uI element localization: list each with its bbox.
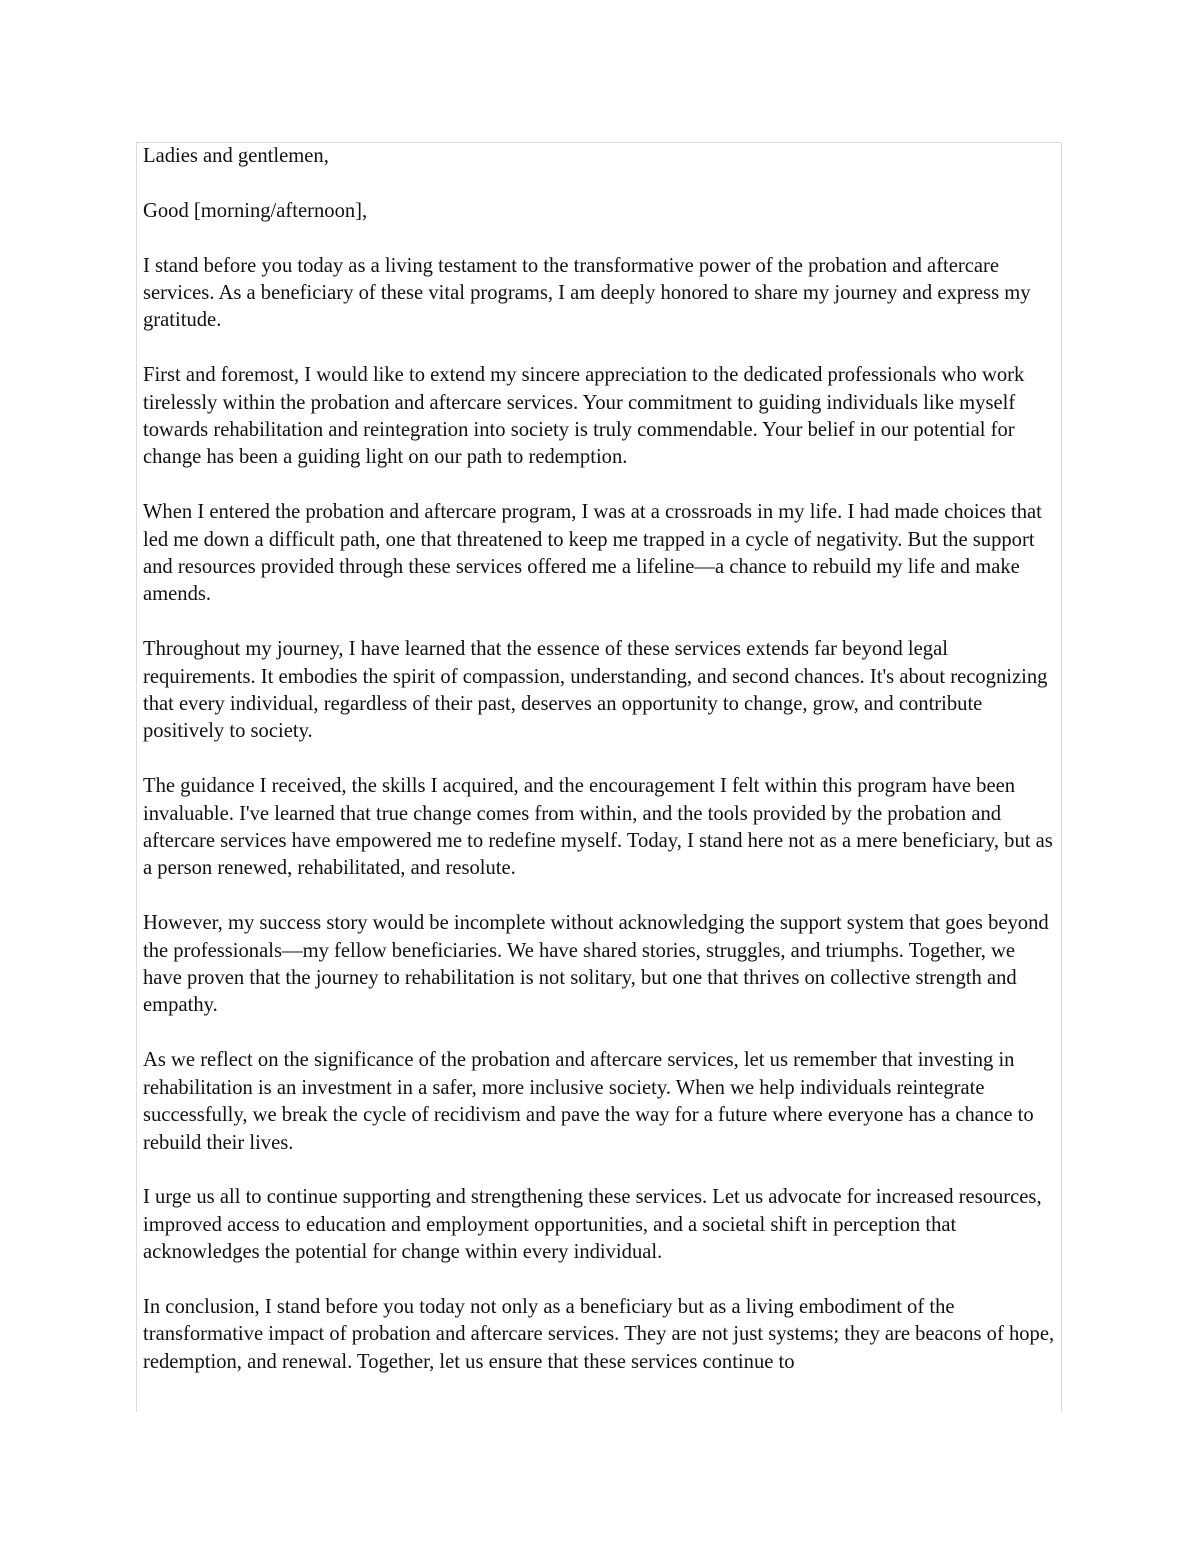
paragraph-conclusion: In conclusion, I stand before you today not only as a beneficiary but as a living embodiment of the transformative impact of probation and aftercare services. They are not just systems; they are beacons of hope, redemption, and renewal. Together, let us ensure that these services continue to [143, 1295, 1055, 1373]
paragraph-crossroads: When I entered the probation and aftercare program, I was at a crossroads in my life. I had made choices that led me down a difficult path, one that threatened to keep me trapped in a cycle of negativity. But the support and resources provided through these services offered me a lifeline—a chance to rebuild my life and make amends. [143, 501, 1042, 606]
paragraph-essence: Throughout my journey, I have learned that the essence of these services extends far beyond legal requirements. It embodies the spirit of compassion, understanding, and second chances. It's about recognizing that every individual, regardless of their past, deserves an opportunity to change, grow, and contribute positively to society. [143, 638, 1048, 743]
paragraph-fellow-beneficiaries: However, my success story would be incomplete without acknowledging the support system that goes beyond the professionals—my fellow beneficiaries. We have shared stories, struggles, and triumphs. Together, we have proven that the journey to rehabilitation is not solitary, but one that thrives on collective strength and empathy. [143, 912, 1049, 1017]
speech-text [143, 143, 1059, 1404]
document-frame [136, 142, 1062, 1412]
paragraph-greeting: Good [morning/afternoon], [143, 199, 368, 222]
paragraph-reflection: As we reflect on the significance of the probation and aftercare services, let us remember that investing in rehabilitation is an investment in a safer, more inclusive society. When we help individuals reintegrate successfully, we break the cycle of recidivism and pave the way for a future where everyone has a chance to rebuild their lives. [143, 1049, 1034, 1154]
paragraph-introduction: I stand before you today as a living testament to the transformative power of the probation and aftercare services. As a beneficiary of these vital programs, I am deeply honored to share my journey and express my gratitude. [143, 254, 1031, 332]
paragraph-call-to-action: I urge us all to continue supporting and strengthening these services. Let us advocate for increased resources, improved access to education and employment opportunities, and a societal shift in perception that acknowledges the potential for change within every individual. [143, 1186, 1042, 1264]
paragraph-appreciation: First and foremost, I would like to extend my sincere appreciation to the dedicated professionals who work tirelessly within the probation and aftercare services. Your commitment to guiding individuals like myself towards rehabilitation and reintegration into society is truly commendable. Your belief in our potential for change has been a guiding light on our path to redemption. [143, 364, 1025, 469]
paragraph-salutation: Ladies and gentlemen, [143, 145, 329, 167]
paragraph-guidance: The guidance I received, the skills I acquired, and the encouragement I felt within this program have been invaluable. I've learned that true change comes from within, and the tools provided by the probation and aftercare services have empowered me to redefine myself. Today, I stand here not as a mere beneficiary, but as a person renewed, rehabilitated, and resolute. [143, 775, 1053, 880]
